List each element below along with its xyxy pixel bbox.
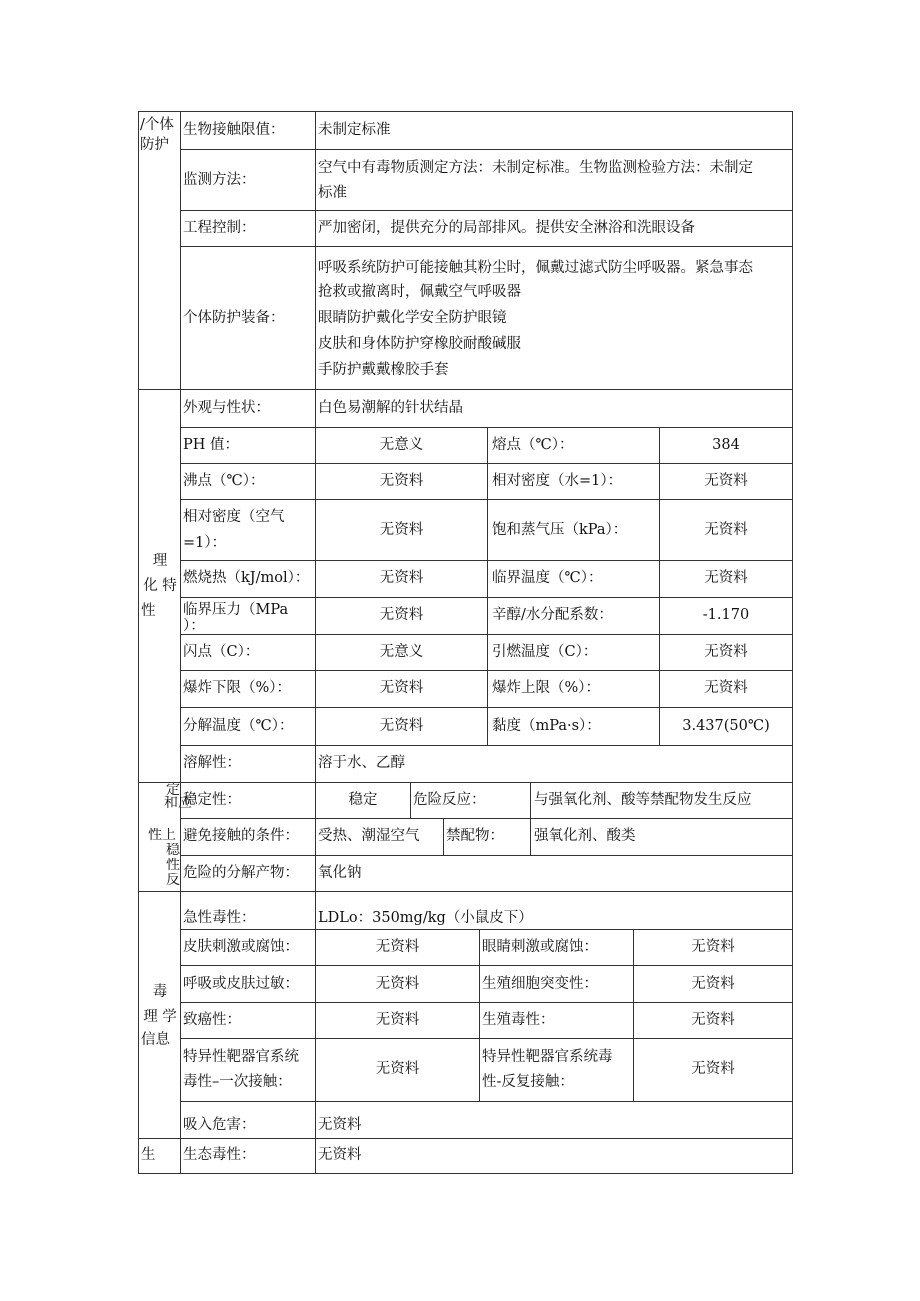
value-bio-limit: 未制定标准 xyxy=(318,122,391,138)
row-line xyxy=(180,670,793,671)
row-line xyxy=(138,782,793,783)
value-critical-pressure: 无资料 xyxy=(379,607,424,623)
value-ph: 无意义 xyxy=(379,437,424,453)
label-stot-repeat-line1: 特异性靶器官系统毒 xyxy=(482,1049,613,1065)
section-label-stability-5: 性 xyxy=(166,858,180,872)
row-line xyxy=(180,499,793,500)
label-viscosity: 黏度（mPa·s）： xyxy=(492,718,601,734)
row-line xyxy=(138,111,793,112)
section-label-stability-1: 定 xyxy=(166,783,180,797)
value-density-air: 无资料 xyxy=(379,522,424,538)
label-inhalation: 吸入危害： xyxy=(183,1117,256,1133)
value-engineering: 严加密闭，提供充分的局部排风。提供安全淋浴和洗眼设备 xyxy=(318,220,695,236)
row-line xyxy=(180,427,793,428)
label-acute: 急性毒性： xyxy=(183,910,256,926)
value-ppe-line5: 手防护戴戴橡胶手套 xyxy=(318,362,449,378)
label-sensitization: 呼吸或皮肤过敏： xyxy=(183,976,299,992)
label-avoid-conditions: 避免接触的条件： xyxy=(183,828,299,844)
row-line xyxy=(138,389,793,390)
row-line xyxy=(180,560,793,561)
value-density-water: 无资料 xyxy=(704,473,748,489)
label-density-air-line1: 相对密度（空气 xyxy=(183,509,285,525)
section-label-stability-6: 反 xyxy=(166,873,180,887)
label-ph: PH 值： xyxy=(183,437,240,453)
value-inhalation: 无资料 xyxy=(318,1117,362,1133)
value-decomp-products: 氧化钠 xyxy=(318,865,362,881)
value-ppe-line3: 眼睛防护戴化学安全防护眼镜 xyxy=(318,310,507,326)
row-line xyxy=(138,1138,793,1139)
section-label-stability-3: 性上 xyxy=(148,828,176,842)
value-boiling: 无资料 xyxy=(379,473,424,489)
value-avoid-conditions: 受热、潮湿空气 xyxy=(318,828,420,844)
value-acute: LDLo：350mg/kg（小鼠皮下） xyxy=(318,910,533,926)
phys-divider-2 xyxy=(487,427,488,745)
section-label-protection: /个体防护 xyxy=(140,117,174,153)
label-boiling: 沸点（℃）： xyxy=(183,473,265,489)
value-lower-explosive: 无资料 xyxy=(379,680,424,696)
section-label-physical-3: 性 xyxy=(141,603,156,619)
value-stot-single: 无资料 xyxy=(375,1061,420,1077)
label-monitoring: 监测方法： xyxy=(183,172,256,188)
value-eye-irritation: 无资料 xyxy=(691,939,735,955)
section-label-stability-4: 稳 xyxy=(166,843,180,857)
label-density-air-line2: =1）： xyxy=(183,535,227,551)
value-ignition-temp: 无资料 xyxy=(704,644,748,660)
label-appearance: 外观与性状： xyxy=(183,400,270,416)
row-line xyxy=(180,1002,793,1003)
label-partition: 辛醇/水分配系数： xyxy=(492,607,613,623)
value-flash-point: 无意义 xyxy=(379,644,424,660)
value-carcinogenicity: 无资料 xyxy=(375,1012,420,1028)
section-label-physical-2: 化 特 xyxy=(143,578,177,594)
label-melting: 熔点（℃）： xyxy=(492,437,574,453)
row-line xyxy=(180,818,793,819)
value-mutagenicity: 无资料 xyxy=(691,976,735,992)
label-solubility: 溶解性： xyxy=(183,755,241,771)
value-upper-explosive: 无资料 xyxy=(704,680,748,696)
label-flash-point: 闪点（C）： xyxy=(183,644,260,660)
value-skin-corrosion: 无资料 xyxy=(375,939,420,955)
label-eye-irritation: 眼睛刺激或腐蚀： xyxy=(482,939,598,955)
label-critical-temp: 临界温度（℃）： xyxy=(492,570,603,586)
label-skin-corrosion: 皮肤刺激或腐蚀： xyxy=(183,939,299,955)
label-incompatible: 禁配物： xyxy=(446,828,504,844)
row-line xyxy=(180,463,793,464)
label-vapor-pressure: 饱和蒸气压（kPa）： xyxy=(492,522,628,538)
row-line xyxy=(180,149,793,150)
section-label-ecology: 生 xyxy=(141,1147,156,1163)
label-stability: 稳定性： xyxy=(183,792,241,808)
section-label-stability-2: 和应 xyxy=(164,796,192,810)
label-reproductive: 生殖毒性： xyxy=(482,1012,555,1028)
stab-divider-b xyxy=(530,782,531,818)
label-engineering: 工程控制： xyxy=(183,220,256,236)
label-ppe: 个体防护装备： xyxy=(183,310,285,326)
label-upper-explosive: 爆炸上限（%）： xyxy=(492,680,601,696)
stab-divider-a xyxy=(410,782,411,818)
value-combustion-heat: 无资料 xyxy=(379,570,424,586)
row-line xyxy=(180,634,793,635)
row-line xyxy=(180,707,793,708)
value-monitoring-line1: 空气中有毒物质测定方法：未制定标准。生物监测检验方法：未制定 xyxy=(318,160,753,176)
table-border-right xyxy=(792,111,793,1173)
label-stot-single-line1: 特异性靶器官系统 xyxy=(183,1049,299,1065)
label-critical-pressure-line2: ）： xyxy=(183,618,205,634)
value-hazard-reaction: 与强氧化剂、酸等禁配物发生反应 xyxy=(534,792,752,808)
label-density-water: 相对密度（水=1）： xyxy=(492,473,623,489)
label-decomp-temp: 分解温度（℃）： xyxy=(183,718,294,734)
label-carcinogenicity: 致癌性： xyxy=(183,1012,241,1028)
value-stability: 稳定 xyxy=(348,792,378,808)
label-decomp-products: 危险的分解产物： xyxy=(183,865,299,881)
row-line xyxy=(180,1101,793,1102)
row-line xyxy=(138,1173,793,1174)
value-incompatible: 强氧化剂、酸类 xyxy=(534,828,636,844)
row-line xyxy=(180,745,793,746)
value-ppe-line2: 抢救或撤离时，佩戴空气呼吸器 xyxy=(318,284,521,300)
tox-divider-2 xyxy=(479,929,480,1101)
row-line xyxy=(138,891,793,892)
value-ppe-line1: 呼吸系统防护可能接触其粉尘时，佩戴过滤式防尘呼吸器。紧急事态 xyxy=(318,260,753,276)
label-bio-limit: 生物接触限值： xyxy=(183,122,285,138)
value-eco-toxicity: 无资料 xyxy=(318,1147,362,1163)
value-vapor-pressure: 无资料 xyxy=(704,522,748,538)
row-line xyxy=(180,965,793,966)
label-stot-single-line2: 毒性–一次接触： xyxy=(183,1074,292,1090)
value-stot-repeat: 无资料 xyxy=(691,1061,735,1077)
row-line xyxy=(180,855,793,856)
value-decomp-temp: 无资料 xyxy=(379,718,424,734)
row-line xyxy=(180,210,793,211)
value-ppe-line4: 皮肤和身体防护穿橡胶耐酸碱服 xyxy=(318,336,521,352)
value-solubility: 溶于水、乙醇 xyxy=(318,755,405,771)
value-sensitization: 无资料 xyxy=(375,976,420,992)
value-viscosity: 3.437(50℃) xyxy=(682,718,770,734)
label-hazard-reaction: 危险反应： xyxy=(413,792,486,808)
label-critical-pressure-line1: 临界压力（MPa xyxy=(183,602,289,618)
section-label-tox-2: 理 学 xyxy=(143,1009,177,1025)
stab-divider-d xyxy=(443,818,444,855)
section-divider xyxy=(180,111,181,1173)
label-combustion-heat: 燃烧热（kJ/mol）： xyxy=(183,570,310,586)
section-label-tox-1: 毒 xyxy=(152,984,168,1000)
label-stot-repeat-line2: 性-反复接触： xyxy=(482,1074,574,1090)
label-mutagenicity: 生殖细胞突变性： xyxy=(482,976,598,992)
section-label-tox-3: 信息 xyxy=(141,1032,170,1048)
table-border-left xyxy=(138,111,139,1173)
label-eco-toxicity: 生态毒性： xyxy=(183,1147,256,1163)
value-partition: -1.170 xyxy=(702,607,750,623)
section-label-physical-1: 理 xyxy=(152,553,168,569)
row-line xyxy=(180,1038,793,1039)
value-monitoring-line2: 标准 xyxy=(318,185,347,201)
stab-divider-e xyxy=(530,818,531,855)
label-lower-explosive: 爆炸下限（%）： xyxy=(183,680,292,696)
value-melting: 384 xyxy=(712,437,740,453)
label-ignition-temp: 引燃温度（C）： xyxy=(492,644,598,660)
value-appearance: 白色易潮解的针状结晶 xyxy=(318,400,463,416)
value-reproductive: 无资料 xyxy=(691,1012,735,1028)
value-critical-temp: 无资料 xyxy=(704,570,748,586)
row-line xyxy=(180,246,793,247)
